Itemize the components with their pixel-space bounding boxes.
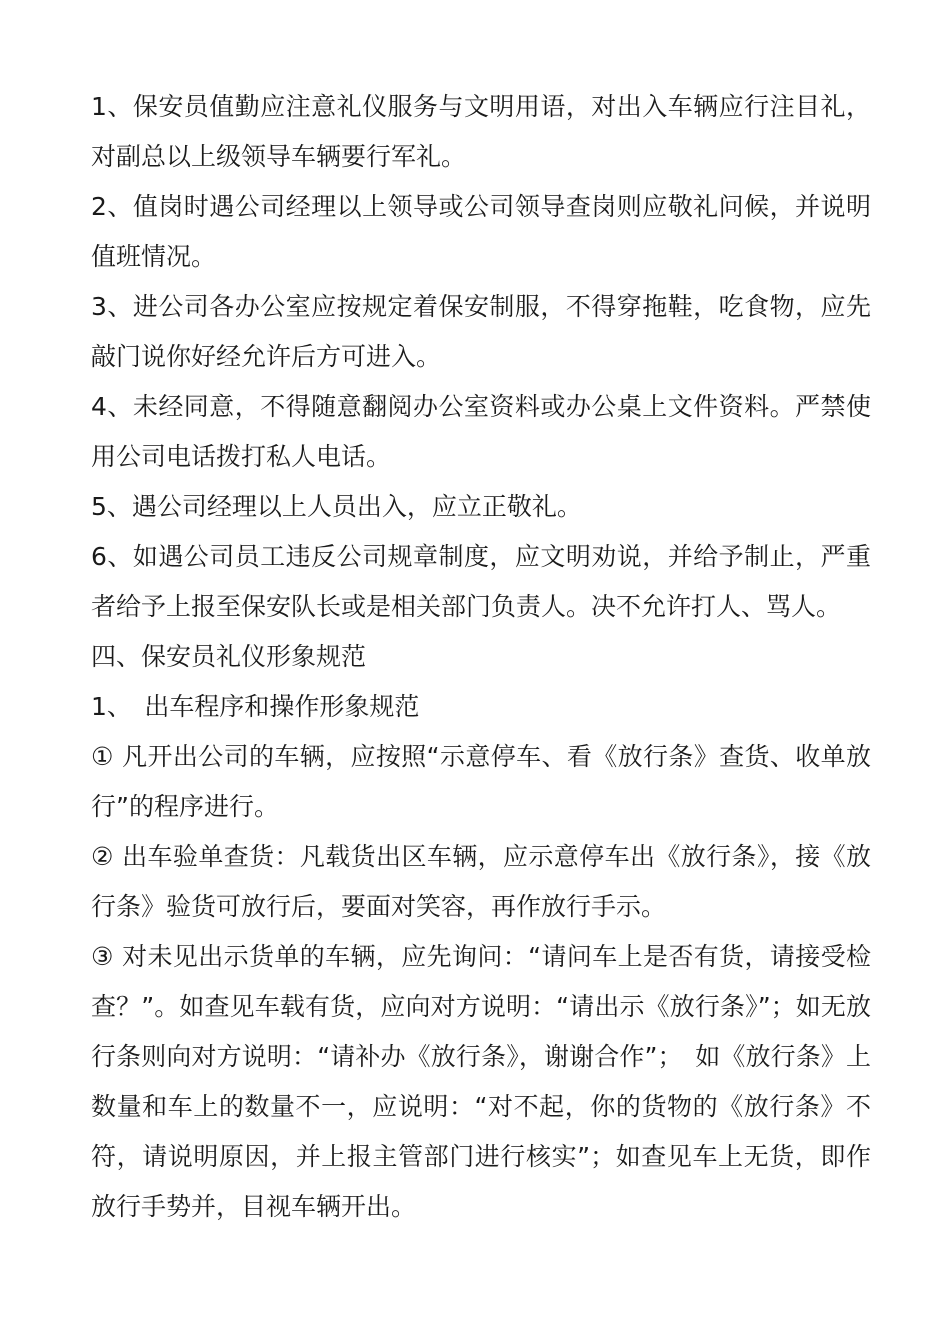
paragraph-rule-5: 5、遇公司经理以上人员出入，应立正敬礼。: [91, 492, 582, 521]
paragraph-rule-3: 3、进公司各办公室应按规定着保安制服，不得穿拖鞋，吃食物，应先敲门说你好经允许后方可进入。: [91, 292, 871, 371]
paragraph-rule-2: 2、值岗时遇公司经理以上领导或公司领导查岗则应敬礼问候，并说明值班情况。: [91, 192, 871, 271]
document-body: [91, 82, 871, 1232]
section-heading: 四、保安员礼仪形象规范: [91, 642, 367, 671]
subsection-heading: 1、 出车程序和操作形象规范: [91, 692, 420, 721]
paragraph-step-1: ① 凡开出公司的车辆，应按照“示意停车、看《放行条》查货、收单放行”的程序进行。: [91, 742, 871, 821]
paragraph-step-2: ② 出车验单查货：凡载货出区车辆，应示意停车出《放行条》，接《放行条》验货可放行后，要面对笑容，再作放行手示。: [91, 842, 871, 921]
paragraph-rule-4: 4、未经同意，不得随意翻阅办公室资料或办公桌上文件资料。严禁使用公司电话拨打私人电话。: [91, 392, 871, 471]
paragraph-rule-1: 1、保安员值勤应注意礼仪服务与文明用语，对出入车辆应行注目礼，对副总以上级领导车辆要行军礼。: [91, 92, 871, 171]
paragraph-rule-6: 6、如遇公司员工违反公司规章制度，应文明劝说，并给予制止，严重者给予上报至保安队长或是相关部门负责人。决不允许打人、骂人。: [91, 542, 871, 621]
paragraph-step-3: ③ 对未见出示货单的车辆，应先询问：“请问车上是否有货，请接受检查？”。如查见车载有货，应向对方说明：“请出示《放行条》”；如无放行条则向对方说明：“请补办《放行条》，谢谢合作”； 如《放行条》上数量和车上的数量不一，应说明：“对不起，你的货物的《放行条》不符，请说明原因，并上报主管部门进行核实”；如查见车上无货，即作放行手势并，目视车辆开出。: [91, 942, 871, 1221]
